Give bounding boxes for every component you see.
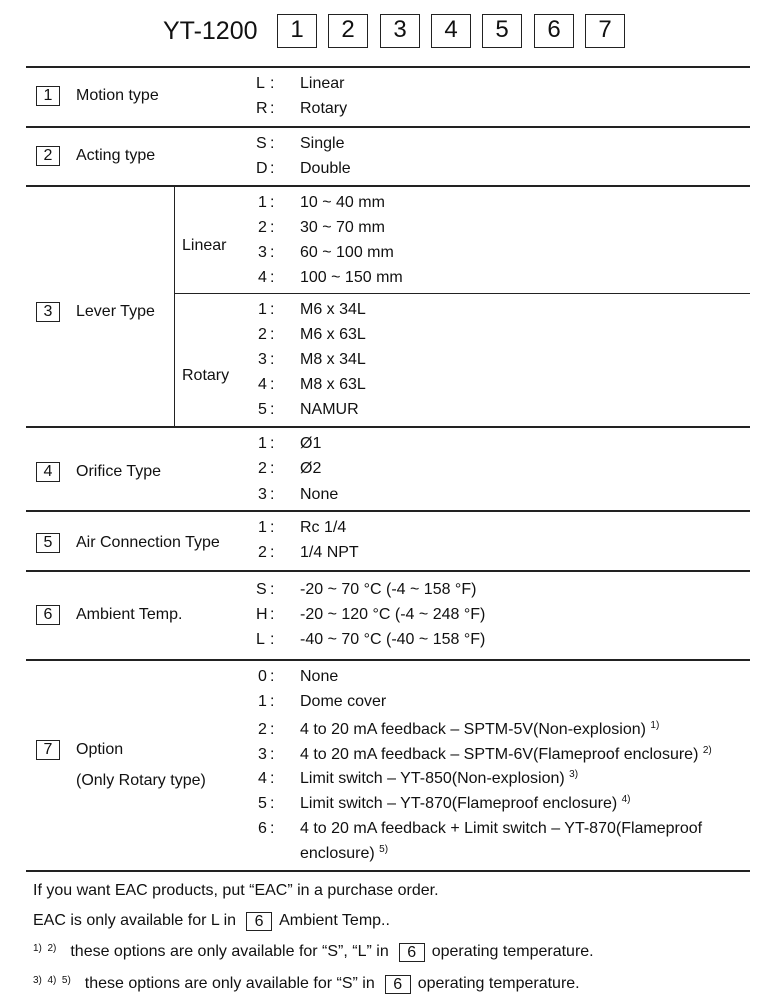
inline-num-box: 6 bbox=[385, 975, 411, 994]
code-box-7: 7 bbox=[585, 14, 625, 48]
note-text: these options are only available for “S” in bbox=[84, 975, 375, 992]
lever-rotary-text: M6 x 63L bbox=[300, 326, 366, 343]
lever-rotary-sep: : bbox=[270, 301, 275, 318]
model-title: YT-1200 bbox=[163, 17, 258, 45]
rule-top bbox=[26, 66, 750, 68]
lever-linear-sep: : bbox=[270, 219, 275, 236]
lever-divider bbox=[174, 186, 175, 426]
rule-2 bbox=[26, 185, 750, 187]
option-text-continuation bbox=[300, 844, 388, 866]
footnote-ref: 3) bbox=[569, 769, 579, 780]
note-options-3-4-5 bbox=[33, 974, 580, 994]
code-box-5: 5 bbox=[482, 14, 522, 48]
lever-rotary-text: M8 x 63L bbox=[300, 376, 366, 393]
rule-3 bbox=[26, 426, 750, 428]
acting-opt-sep: : bbox=[270, 160, 275, 177]
option-label: Option bbox=[76, 741, 124, 758]
temp-opt-code: L bbox=[256, 631, 265, 648]
lever-linear-text: 60 ~ 100 mm bbox=[300, 244, 394, 261]
temp-opt-text: -20 ~ 70 °C (-4 ~ 158 °F) bbox=[300, 581, 477, 598]
option-text bbox=[300, 667, 338, 687]
option-text bbox=[300, 819, 702, 839]
option-text-main: None bbox=[300, 668, 339, 685]
lever-linear-code: 2 bbox=[258, 219, 267, 236]
num-box-7: 7 bbox=[36, 740, 60, 760]
option-text bbox=[300, 745, 712, 767]
temp-opt-code: S bbox=[256, 581, 267, 598]
orifice-opt-sep: : bbox=[270, 486, 275, 503]
air-opt-sep: : bbox=[270, 544, 275, 561]
motion-opt-text: Rotary bbox=[300, 100, 348, 117]
motion-opt-code: R bbox=[256, 100, 268, 117]
note-eac-availability bbox=[33, 911, 390, 931]
rule-7 bbox=[26, 870, 750, 872]
option-text bbox=[300, 769, 578, 791]
air-opt-code: 2 bbox=[258, 544, 267, 561]
option-sep: : bbox=[270, 746, 275, 763]
code-box-3: 3 bbox=[380, 14, 420, 48]
lever-linear-text: 10 ~ 40 mm bbox=[300, 194, 385, 211]
option-text-main: Dome cover bbox=[300, 693, 387, 710]
num-box-1: 1 bbox=[36, 86, 60, 106]
lever-linear-sep: : bbox=[270, 244, 275, 261]
motion-opt-text: Linear bbox=[300, 75, 345, 92]
lever-rotary-code: 1 bbox=[258, 301, 267, 318]
option-code: 4 bbox=[258, 770, 267, 787]
option-sep: : bbox=[270, 668, 275, 685]
lever-linear-sep: : bbox=[270, 194, 275, 211]
orifice-opt-code: 3 bbox=[258, 486, 267, 503]
option-sep: : bbox=[270, 820, 275, 837]
note-text: EAC is only available for L in bbox=[33, 912, 237, 929]
option-code: 5 bbox=[258, 795, 267, 812]
lever-rotary-sep: : bbox=[270, 351, 275, 368]
lever-rotary-sep: : bbox=[270, 326, 275, 343]
option-sep: : bbox=[270, 721, 275, 738]
note-options-1-2 bbox=[33, 942, 594, 962]
rule-1 bbox=[26, 126, 750, 128]
option-sep: : bbox=[270, 693, 275, 710]
temp-opt-text: -40 ~ 70 °C (-40 ~ 158 °F) bbox=[300, 631, 486, 648]
code-box-4: 4 bbox=[431, 14, 471, 48]
acting-opt-sep: : bbox=[270, 135, 275, 152]
lever-rotary-code: 4 bbox=[258, 376, 267, 393]
lever-linear-sep: : bbox=[270, 269, 275, 286]
orifice-opt-sep: : bbox=[270, 460, 275, 477]
footnote-markers: 1) 2) bbox=[33, 943, 57, 954]
lever-linear-text: 100 ~ 150 mm bbox=[300, 269, 403, 286]
option-text-main: 4 to 20 mA feedback – SPTM-5V(Non-explosion) bbox=[300, 721, 646, 738]
option-code: 1 bbox=[258, 693, 267, 710]
option-sep: : bbox=[270, 770, 275, 787]
orifice-opt-sep: : bbox=[270, 435, 275, 452]
rule-5 bbox=[26, 570, 750, 572]
num-box-5: 5 bbox=[36, 533, 60, 553]
lever-linear-code: 4 bbox=[258, 269, 267, 286]
orifice-opt-code: 1 bbox=[258, 435, 267, 452]
lever-rotary-code: 2 bbox=[258, 326, 267, 343]
air-opt-sep: : bbox=[270, 519, 275, 536]
option-code: 2 bbox=[258, 721, 267, 738]
rule-6 bbox=[26, 659, 750, 661]
option-text bbox=[300, 720, 659, 742]
motion-opt-sep: : bbox=[270, 100, 275, 117]
num-box-3: 3 bbox=[36, 302, 60, 322]
note-text: Ambient Temp.. bbox=[279, 912, 390, 929]
lever-linear-text: 30 ~ 70 mm bbox=[300, 219, 385, 236]
code-box-2: 2 bbox=[328, 14, 368, 48]
note-text: these options are only available for “S”, “L” in bbox=[70, 943, 389, 960]
num-box-6: 6 bbox=[36, 605, 60, 625]
inline-num-box: 6 bbox=[246, 912, 272, 931]
lever-rotary-text: NAMUR bbox=[300, 401, 359, 418]
note-eac-order: If you want EAC products, put “EAC” in a purchase order. bbox=[33, 882, 439, 899]
option-code: 6 bbox=[258, 820, 267, 837]
lever-rotary-text: M6 x 34L bbox=[300, 301, 366, 318]
option-text-main: 4 to 20 mA feedback + Limit switch – YT-870(Flameproof bbox=[300, 820, 703, 837]
acting-opt-code: D bbox=[256, 160, 268, 177]
lever-rotary-sep: : bbox=[270, 401, 275, 418]
ambient-temp-label: Ambient Temp. bbox=[76, 606, 183, 623]
option-text bbox=[300, 794, 631, 816]
temp-opt-sep: : bbox=[270, 606, 275, 623]
option-code: 0 bbox=[258, 668, 267, 685]
option-sublabel: (Only Rotary type) bbox=[76, 772, 206, 789]
lever-linear-label: Linear bbox=[182, 237, 227, 254]
temp-opt-sep: : bbox=[270, 581, 275, 598]
inline-num-box: 6 bbox=[399, 943, 425, 962]
footnote-ref: 4) bbox=[621, 794, 631, 805]
orifice-opt-text: Ø2 bbox=[300, 460, 322, 477]
lever-rotary-label: Rotary bbox=[182, 367, 230, 384]
orifice-opt-text: None bbox=[300, 486, 339, 503]
option-text-main: Limit switch – YT-870(Flameproof enclosure) bbox=[300, 795, 618, 812]
motion-opt-code: L bbox=[256, 75, 265, 92]
note-text: operating temperature. bbox=[417, 975, 580, 992]
lever-linear-code: 3 bbox=[258, 244, 267, 261]
orifice-opt-code: 2 bbox=[258, 460, 267, 477]
acting-opt-text: Single bbox=[300, 135, 345, 152]
temp-opt-code: H bbox=[256, 606, 268, 623]
orifice-opt-text: Ø1 bbox=[300, 435, 322, 452]
acting-opt-code: S bbox=[256, 135, 267, 152]
temp-opt-text: -20 ~ 120 °C (-4 ~ 248 °F) bbox=[300, 606, 486, 623]
option-sep: : bbox=[270, 795, 275, 812]
footnote-markers: 3) 4) 5) bbox=[33, 975, 71, 986]
lever-rotary-sep: : bbox=[270, 376, 275, 393]
lever-rotary-code: 5 bbox=[258, 401, 267, 418]
lever-linear-code: 1 bbox=[258, 194, 267, 211]
option-code: 3 bbox=[258, 746, 267, 763]
code-box-6: 6 bbox=[534, 14, 574, 48]
lever-type-label: Lever Type bbox=[76, 303, 155, 320]
air-connection-label: Air Connection Type bbox=[76, 534, 220, 551]
lever-rotary-code: 3 bbox=[258, 351, 267, 368]
footnote-ref: 2) bbox=[702, 745, 712, 756]
lever-rotary-text: M8 x 34L bbox=[300, 351, 366, 368]
rule-4 bbox=[26, 510, 750, 512]
option-text-main: 4 to 20 mA feedback – SPTM-6V(Flameproof enclosure) bbox=[300, 746, 699, 763]
motion-type-label: Motion type bbox=[76, 87, 159, 104]
option-text bbox=[300, 692, 386, 712]
air-opt-text: 1/4 NPT bbox=[300, 544, 359, 561]
orifice-type-label: Orifice Type bbox=[76, 463, 162, 480]
motion-opt-sep: : bbox=[270, 75, 275, 92]
num-box-4: 4 bbox=[36, 462, 60, 482]
code-box-1: 1 bbox=[277, 14, 317, 48]
footnote-ref: 1) bbox=[650, 720, 660, 731]
option-text-main: enclosure) bbox=[300, 845, 375, 862]
note-text: operating temperature. bbox=[431, 943, 594, 960]
air-opt-text: Rc 1/4 bbox=[300, 519, 347, 536]
acting-opt-text: Double bbox=[300, 160, 351, 177]
num-box-2: 2 bbox=[36, 146, 60, 166]
air-opt-code: 1 bbox=[258, 519, 267, 536]
rule-lever-split bbox=[175, 293, 750, 294]
footnote-ref: 5) bbox=[379, 844, 389, 855]
acting-type-label: Acting type bbox=[76, 147, 156, 164]
temp-opt-sep: : bbox=[270, 631, 275, 648]
option-text-main: Limit switch – YT-850(Non-explosion) bbox=[300, 770, 565, 787]
